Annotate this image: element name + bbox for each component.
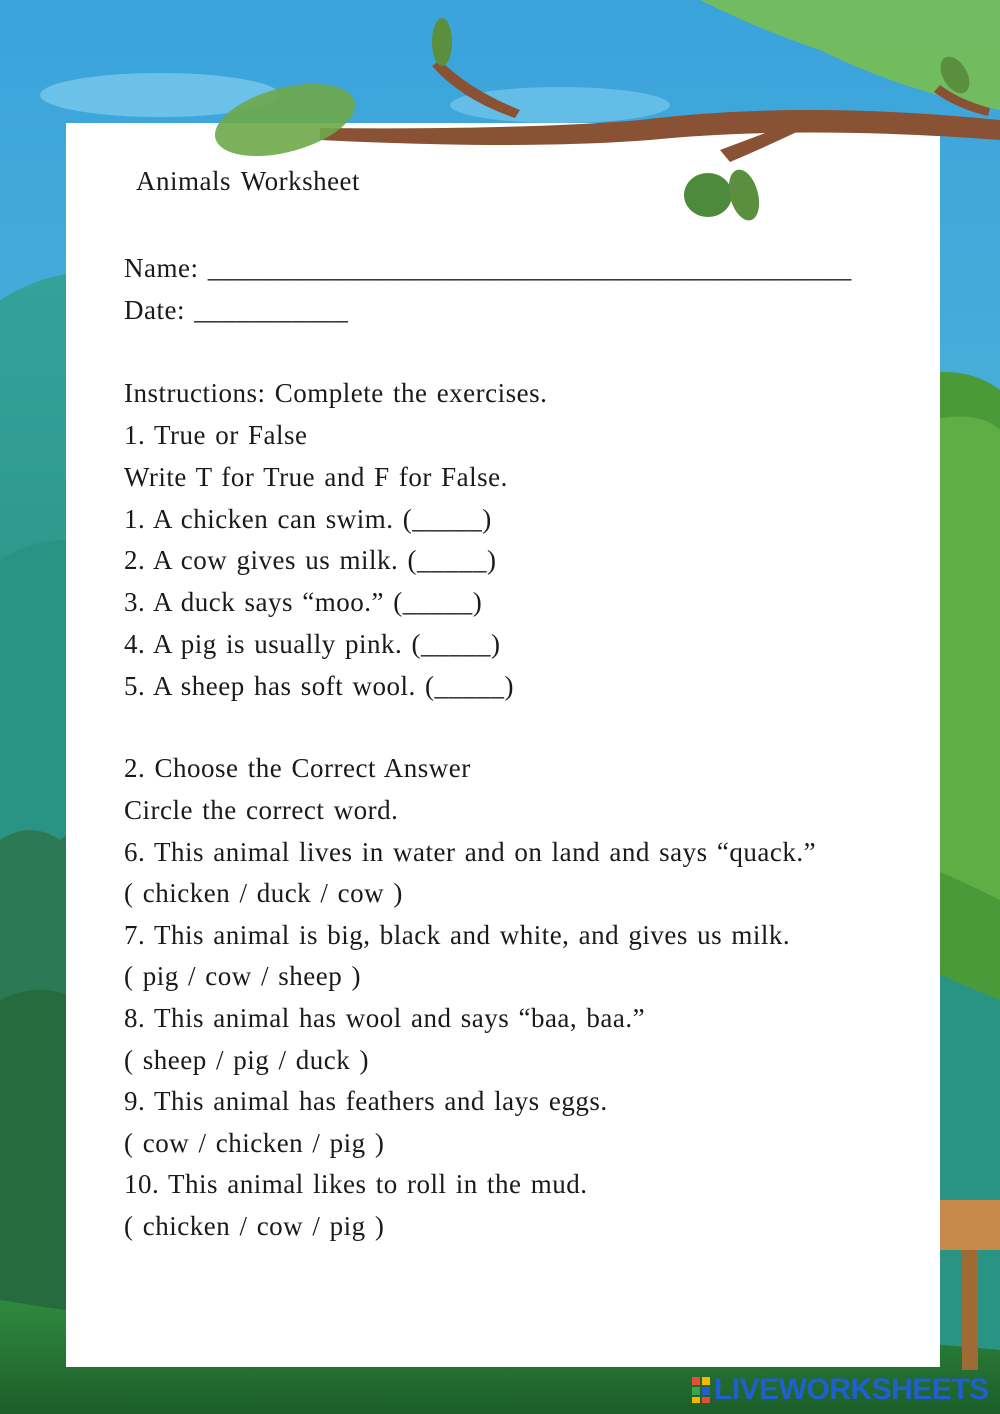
- true-false-item[interactable]: 3. A duck says “moo.” (_____): [124, 587, 483, 617]
- logo-blocks-icon: [692, 1375, 712, 1405]
- answer-options[interactable]: ( cow / chicken / pig ): [124, 1128, 385, 1158]
- logo-text: LIVEWORKSHEETS: [714, 1373, 989, 1406]
- section2-heading: 2. Choose the Correct Answer: [124, 753, 471, 783]
- question-text: 9. This animal has feathers and lays eggs.: [124, 1086, 608, 1116]
- question-text: 7. This animal is big, black and white, and gives us milk.: [124, 920, 791, 950]
- true-false-item[interactable]: 1. A chicken can swim. (_____): [124, 504, 492, 534]
- liveworksheets-logo[interactable]: [692, 1372, 989, 1408]
- section2-direction: Circle the correct word.: [124, 795, 399, 825]
- section1-direction: Write T for True and F for False.: [124, 462, 508, 492]
- instructions-text: Instructions: Complete the exercises.: [124, 378, 548, 408]
- answer-options[interactable]: ( sheep / pig / duck ): [124, 1045, 369, 1075]
- date-field-line[interactable]: Date: ___________: [124, 295, 349, 325]
- question-text: 6. This animal lives in water and on land and says “quack.”: [124, 837, 817, 867]
- answer-options[interactable]: ( chicken / cow / pig ): [124, 1211, 385, 1241]
- name-field-line[interactable]: Name: ______________________________________________: [124, 253, 852, 283]
- true-false-item[interactable]: 5. A sheep has soft wool. (_____): [124, 671, 514, 701]
- question-text: 8. This animal has wool and says “baa, baa.”: [124, 1003, 646, 1033]
- worksheet-title: Animals Worksheet: [136, 166, 361, 196]
- section1-heading: 1. True or False: [124, 420, 308, 450]
- true-false-item[interactable]: 2. A cow gives us milk. (_____): [124, 545, 497, 575]
- tree-branch-decoration: [0, 0, 1000, 260]
- answer-options[interactable]: ( chicken / duck / cow ): [124, 878, 403, 908]
- question-text: 10. This animal likes to roll in the mud.: [124, 1169, 588, 1199]
- answer-options[interactable]: ( pig / cow / sheep ): [124, 961, 361, 991]
- true-false-item[interactable]: 4. A pig is usually pink. (_____): [124, 629, 501, 659]
